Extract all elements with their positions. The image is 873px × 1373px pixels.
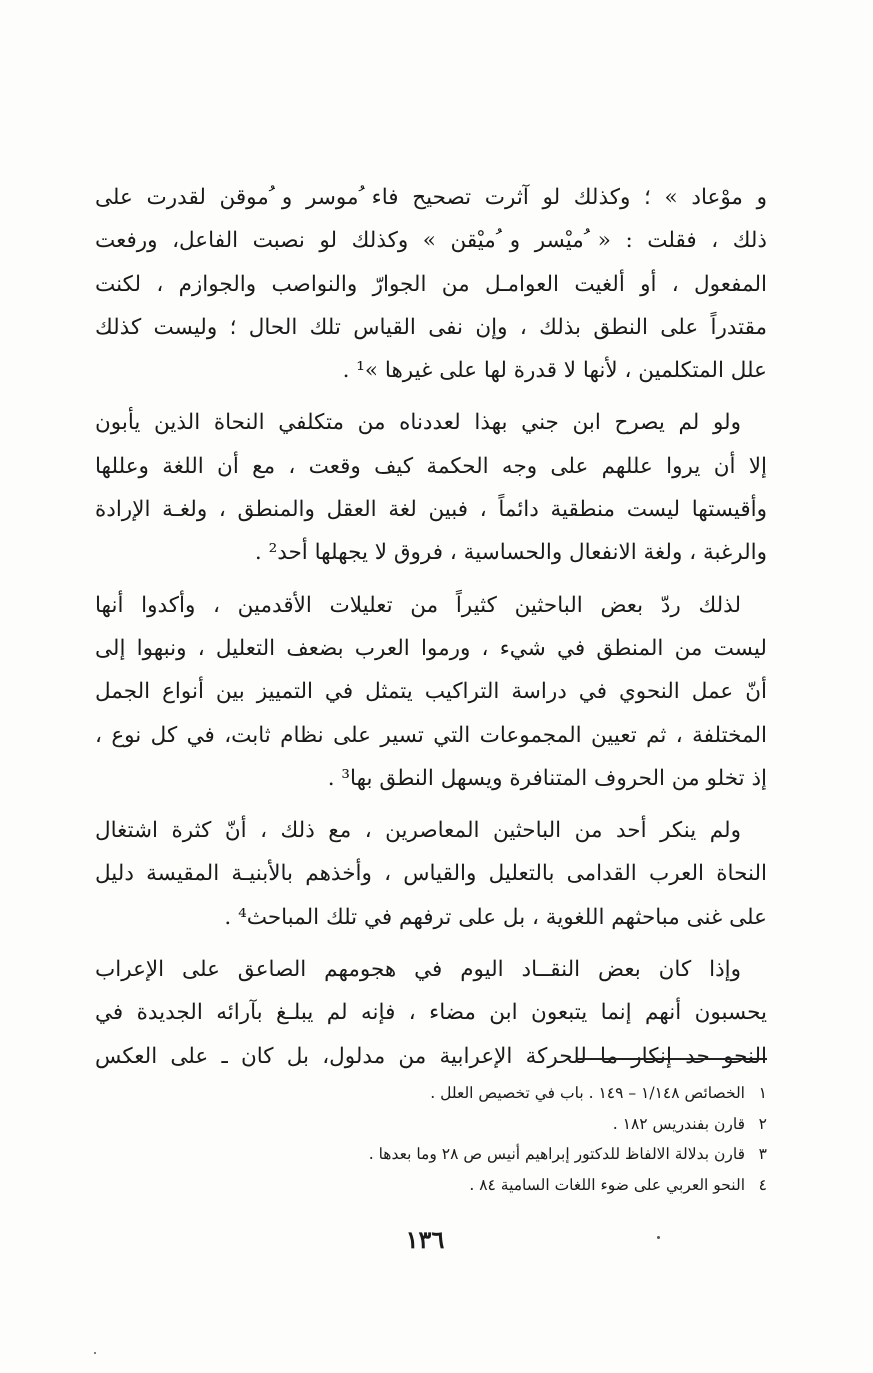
footnote-number: ٢ — [758, 1114, 767, 1133]
text-line: إذ تخلو من الحروف المتنافرة ويسهل النطق بها³ . — [327, 765, 767, 791]
footnotes — [200, 1078, 767, 1200]
paragraph-3 — [95, 584, 767, 800]
paragraph-4 — [95, 809, 767, 939]
text-line: والرغبة ، ولغة الانفعال والحساسية ، فروق لا يجهلها أحد² . — [254, 540, 767, 566]
text-line: ليست من المنطق في شيء ، ورموا العرب بضعف التعليل ، ونبهوا إلى — [95, 635, 767, 661]
text-line: ذلك ، فقلت : « ُميْسر و ُميْقن » وكذلك لو نصبت الفاعل، ورفعت — [95, 228, 767, 254]
text-line: على غنى مباحثهم اللغوية ، بل على ترفهم في تلك المباحث⁴ . — [224, 904, 767, 930]
text-line: مقتدراً على النطق بذلك ، وإن نفى القياس تلك الحال ؛ وليست كذلك — [95, 314, 767, 340]
footnote-2 — [200, 1109, 767, 1140]
footnote-separator — [577, 1058, 767, 1060]
text-line: المفعول ، أو ألغيت العوامـل من الجوارّ والنواصب والجوازم ، لكنت — [95, 271, 767, 297]
text-line-content: ولم ينكر أحد من الباحثين المعاصرين ، مع ذلك ، أنّ كثرة اشتغال — [95, 818, 741, 844]
footnote-number: ٣ — [758, 1145, 767, 1163]
text-line — [95, 809, 767, 852]
text-line: المختلفة ، ثم تعيين المجموعات التي تسير على نظام ثابت، في كل نوع ، — [95, 722, 767, 748]
footnote-1 — [200, 1078, 767, 1109]
paragraph-1 — [95, 176, 767, 392]
text-line-content: لذلك ردّ بعض الباحثين كثيراً من تعليلات الأقدمين ، وأكدوا أنها — [95, 592, 741, 618]
text-line: يحسبون أنهم إنما يتبعون ابن مضاء ، فإنه لم يبلـغ بآرائه الجديدة في — [95, 1000, 767, 1026]
footnote-text: النحو العربي على ضوء اللغات السامية ٨٤ . — [469, 1175, 745, 1194]
text-line-content: ولو لم يصرح ابن جني بهذا لعددناه من متكلفي النحاة الذين يأبون — [95, 410, 741, 436]
footnote-number: ١ — [758, 1084, 767, 1102]
text-line — [95, 401, 767, 444]
paragraph-2 — [95, 401, 767, 574]
text-line: النحو حد إنكار ما للحركة الإعرابية من مدلول، بل كان ـ على العكس — [95, 1043, 767, 1069]
scan-speck — [94, 1352, 96, 1354]
text-line: وأقيستها ليست منطقية دائماً ، فبين لغة العقل والمنطق ، ولغـة الإرادة — [95, 497, 767, 523]
text-line: إلا أن يروا عللهم على وجه الحكمة كيف وقعت ، مع أن اللغة وعللها — [95, 453, 767, 479]
text-line: و موْعاد » ؛ وكذلك لو آثرت تصحيح فاء ُموسر و ُموقن لقدرت على — [95, 185, 767, 210]
text-line-content: وإذا كان بعض النقــاد اليوم في هجومهم الصاعق على الإعراب — [95, 957, 741, 983]
page-number: ١٣٦ — [405, 1225, 445, 1254]
footnote-text: قارن بدلالة الالفاظ للدكتور إبراهيم أنيس ص ٢٨ وما بعدها . — [368, 1145, 745, 1163]
footnote-4 — [200, 1170, 767, 1201]
footnote-text: قارن بفندريس ١٨٢ . — [612, 1114, 745, 1133]
footnote-3 — [200, 1139, 767, 1170]
footnote-number: ٤ — [758, 1175, 767, 1194]
footnote-text: الخصائص ١/١٤٨ – ١٤٩ . باب في تخصيص العلل . — [430, 1084, 745, 1102]
text-line: علل المتكلمين ، لأنها لا قدرة لها على غيرها »¹ . — [342, 358, 767, 384]
text-line: النحاة العرب القدامى بالتعليل والقياس ، وأخذهم بالأبنيـة المقيسة دليل — [95, 861, 767, 887]
scan-speck — [657, 1236, 660, 1239]
body-text — [95, 176, 767, 1087]
text-line — [95, 584, 767, 627]
text-line — [95, 948, 767, 991]
text-line: أنّ عمل النحوي في دراسة التراكيب يتمثل في التمييز بين أنواع الجمل — [95, 679, 767, 705]
